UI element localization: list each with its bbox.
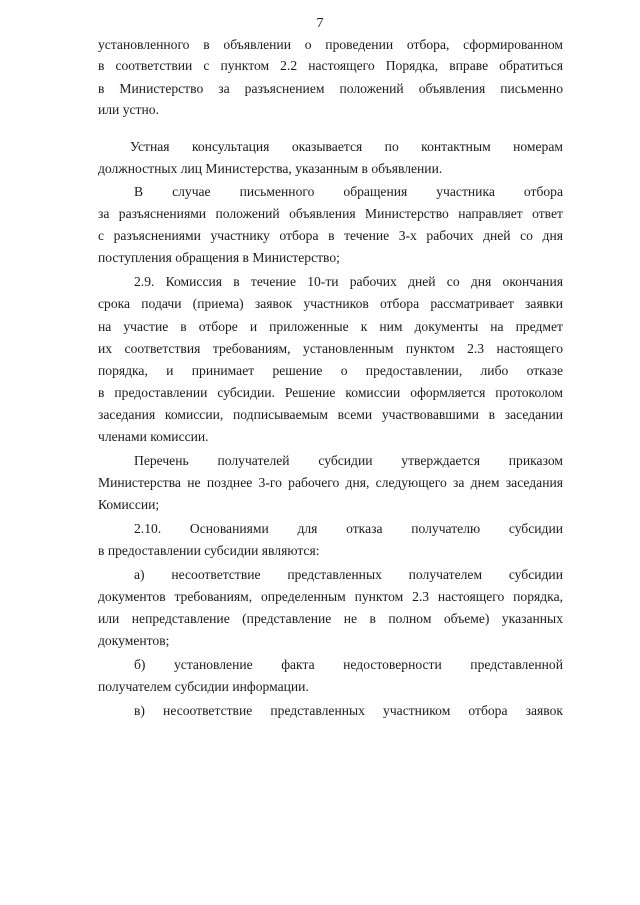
- text-line: членами комиссии.: [98, 429, 209, 444]
- text-line: поступления обращения в Министерство;: [98, 250, 340, 265]
- text-line: б) установление факта недостоверности представленной: [134, 657, 563, 672]
- text-line: Устная консультация оказывается по контактным номерам: [130, 139, 563, 154]
- page-number: 7: [316, 16, 324, 31]
- text-line: Перечень получателей субсидии утверждается приказом: [134, 453, 563, 468]
- text-line: документов требованиям, определенным пунктом 2.3 настоящего порядка,: [98, 589, 563, 604]
- text-line: на участие в отборе и приложенные к ним документы на предмет: [98, 319, 563, 334]
- text-line: В случае письменного обращения участника отбора: [134, 184, 563, 199]
- text-line: за разъяснениями положений объявления Министерство направляет ответ: [98, 206, 563, 221]
- text-line: заседания комиссии, подписываемым всеми участвовавшими в заседании: [98, 407, 563, 422]
- text-line: а) несоответствие представленных получателем субсидии: [134, 567, 563, 582]
- text-line: их соответствия требованиям, установленным пунктом 2.3 настоящего: [98, 341, 563, 356]
- text-line: или непредставление (представление не в полном объеме) указанных: [98, 611, 563, 626]
- text-line: с разъяснениями участнику отбора в течение 3-х рабочих дней со дня: [98, 228, 563, 243]
- text-line: должностных лиц Министерства, указанным в объявлении.: [98, 161, 443, 176]
- text-line: Министерства не позднее 3-го рабочего дня, следующего за днем заседания: [98, 475, 563, 490]
- text-line: в предоставлении субсидии. Решение комиссии оформляется протоколом: [98, 385, 563, 400]
- text-line: в соответствии с пунктом 2.2 настоящего Порядка, вправе обратиться: [98, 58, 563, 73]
- text-line: в предоставлении субсидии являются:: [98, 543, 320, 558]
- text-line: или устно.: [98, 102, 159, 117]
- text-line: порядка, и принимает решение о предоставлении, либо отказе: [98, 363, 563, 378]
- text-line: установленного в объявлении о проведении отбора, сформированном: [98, 37, 563, 52]
- text-line: документов;: [98, 633, 170, 648]
- text-line: в) несоответствие представленных участником отбора заявок: [134, 703, 563, 718]
- text-line: в Министерство за разъяснением положений объявления письменно: [98, 81, 563, 96]
- text-line: срока подачи (приема) заявок участников отбора рассматривает заявки: [98, 296, 563, 311]
- text-line: получателем субсидии информации.: [98, 679, 309, 694]
- text-line: Комиссии;: [98, 497, 160, 512]
- text-line: 2.10. Основаниями для отказа получателю субсидии: [134, 521, 563, 536]
- text-line: 2.9. Комиссия в течение 10-ти рабочих дней со дня окончания: [134, 274, 563, 289]
